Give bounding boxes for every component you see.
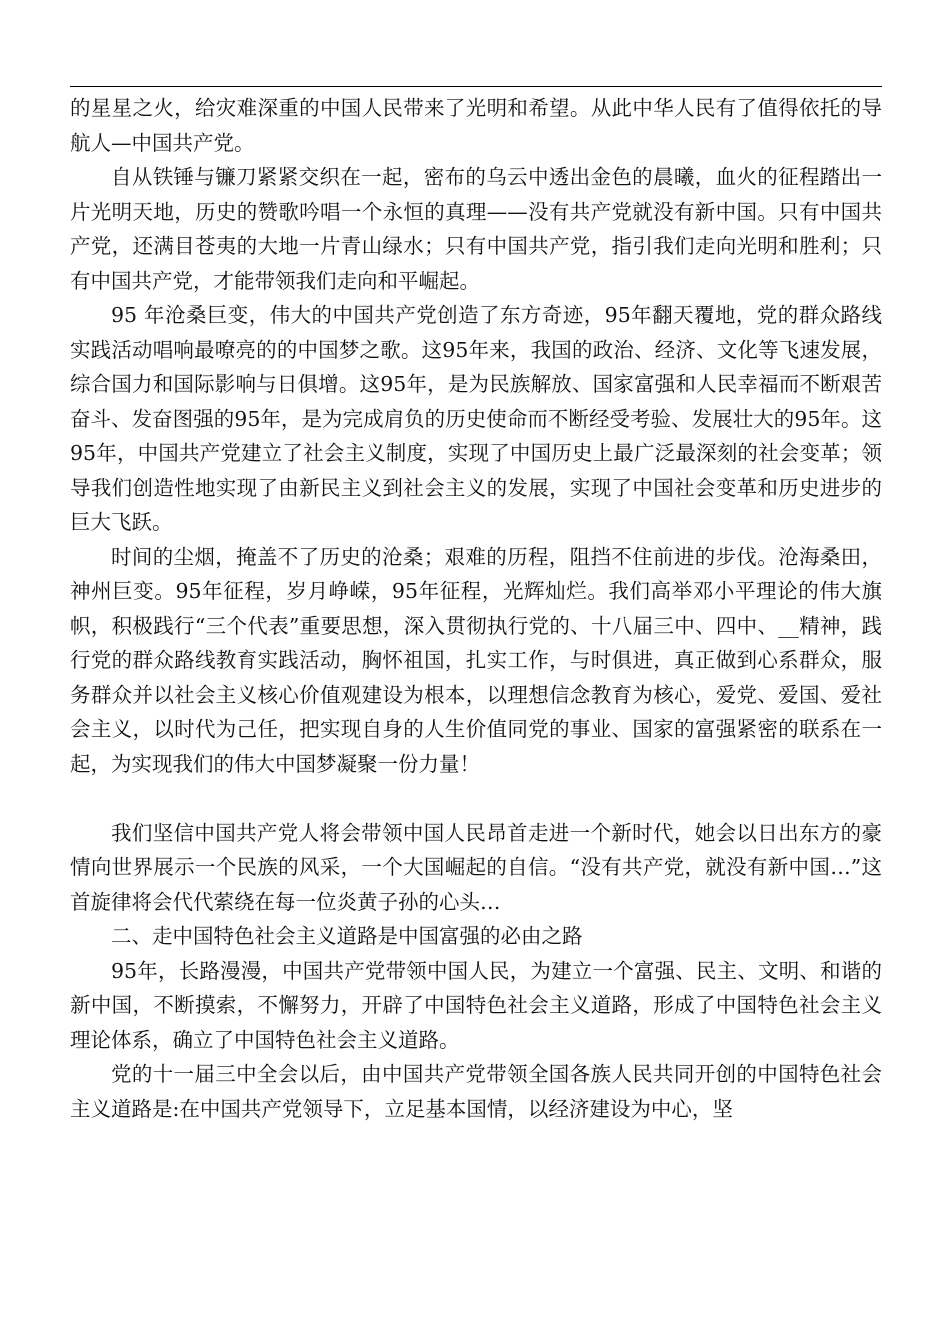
paragraph-7: 党的十一届三中全会以后，由中国共产党带领全国各族人民共同开创的中国特色社会主义道路是:在中国共产党领导下，立足基本国情，以经济建设为中心，坚 bbox=[70, 1062, 882, 1121]
paragraph-3: 95 年沧桑巨变，伟大的中国共产党创造了东方奇迹，95年翻天覆地，党的群众路线实践活动唱响最嘹亮的的中国梦之歌。这95年来，我国的政治、经济、文化等飞速发展，综合国力和国际影响与日俱增。这95年，是为民族解放、国家富强和人民幸福而不断艰苦奋斗、发奋图强的95年，是为完成肩负的历史使命而不断经受考验、发展壮大的95年。这95年，中国共产党建立了社会主义制度，实现了中国历史上最广泛最深刻的社会变革；领导我们创造性地实现了由新民主义到社会主义的发展，实现了中国社会变革和历史进步的巨大飞跃。 bbox=[70, 303, 882, 534]
paragraph-1: 的星星之火，给灾难深重的中国人民带来了光明和希望。从此中华人民有了值得依托的导航人—中国共产党。 bbox=[70, 96, 882, 155]
paragraph-5: 我们坚信中国共产党人将会带领中国人民昂首走进一个新时代，她会以日出东方的豪情向世界展示一个民族的风采，一个大国崛起的自信。“没有共产党，就没有新中国…”这首旋律将会代代萦绕在每一位炎黄子孙的心头… bbox=[70, 820, 882, 914]
header-rule bbox=[70, 86, 882, 87]
paragraph-2: 自从铁锤与镰刀紧紧交织在一起，密布的乌云中透出金色的晨曦，血火的征程踏出一片光明天地，历史的赞歌吟唱一个永恒的真理——没有共产党就没有新中国。只有中国共产党，还满目苍夷的大地一片青山绿水；只有中国共产党，指引我们走向光明和胜利；只有中国共产党，才能带领我们走向和平崛起。 bbox=[70, 165, 882, 293]
blank-line bbox=[70, 781, 882, 816]
document-page bbox=[70, 0, 882, 1344]
paragraph-4: 时间的尘烟，掩盖不了历史的沧桑；艰难的历程，阻挡不住前进的步伐。沧海桑田，神州巨变。95年征程，岁月峥嵘，95年征程，光辉灿烂。我们高举邓小平理论的伟大旗帜，积极践行“三个代表”重要思想，深入贯彻执行党的、十八届三中、四中、__精神，践行党的群众路线教育实践活动，胸怀祖国，扎实工作，与时俱进，真正做到心系群众，服务群众并以社会主义核心价值观建设为根本，以理想信念教育为核心，爱党、爱国、爱社会主义，以时代为己任，把实现自身的人生价值同党的事业、国家的富强紧密的联系在一起，为实现我们的伟大中国梦凝聚一份力量！ bbox=[70, 544, 882, 776]
section-heading: 二、走中国特色社会主义道路是中国富强的必由之路 bbox=[111, 924, 583, 948]
document-body bbox=[70, 91, 882, 1126]
paragraph-6: 95年，长路漫漫，中国共产党带领中国人民，为建立一个富强、民主、文明、和谐的新中国，不断摸索，不懈努力，开辟了中国特色社会主义道路，形成了中国特色社会主义理论体系，确立了中国特色社会主义道路。 bbox=[70, 958, 882, 1052]
